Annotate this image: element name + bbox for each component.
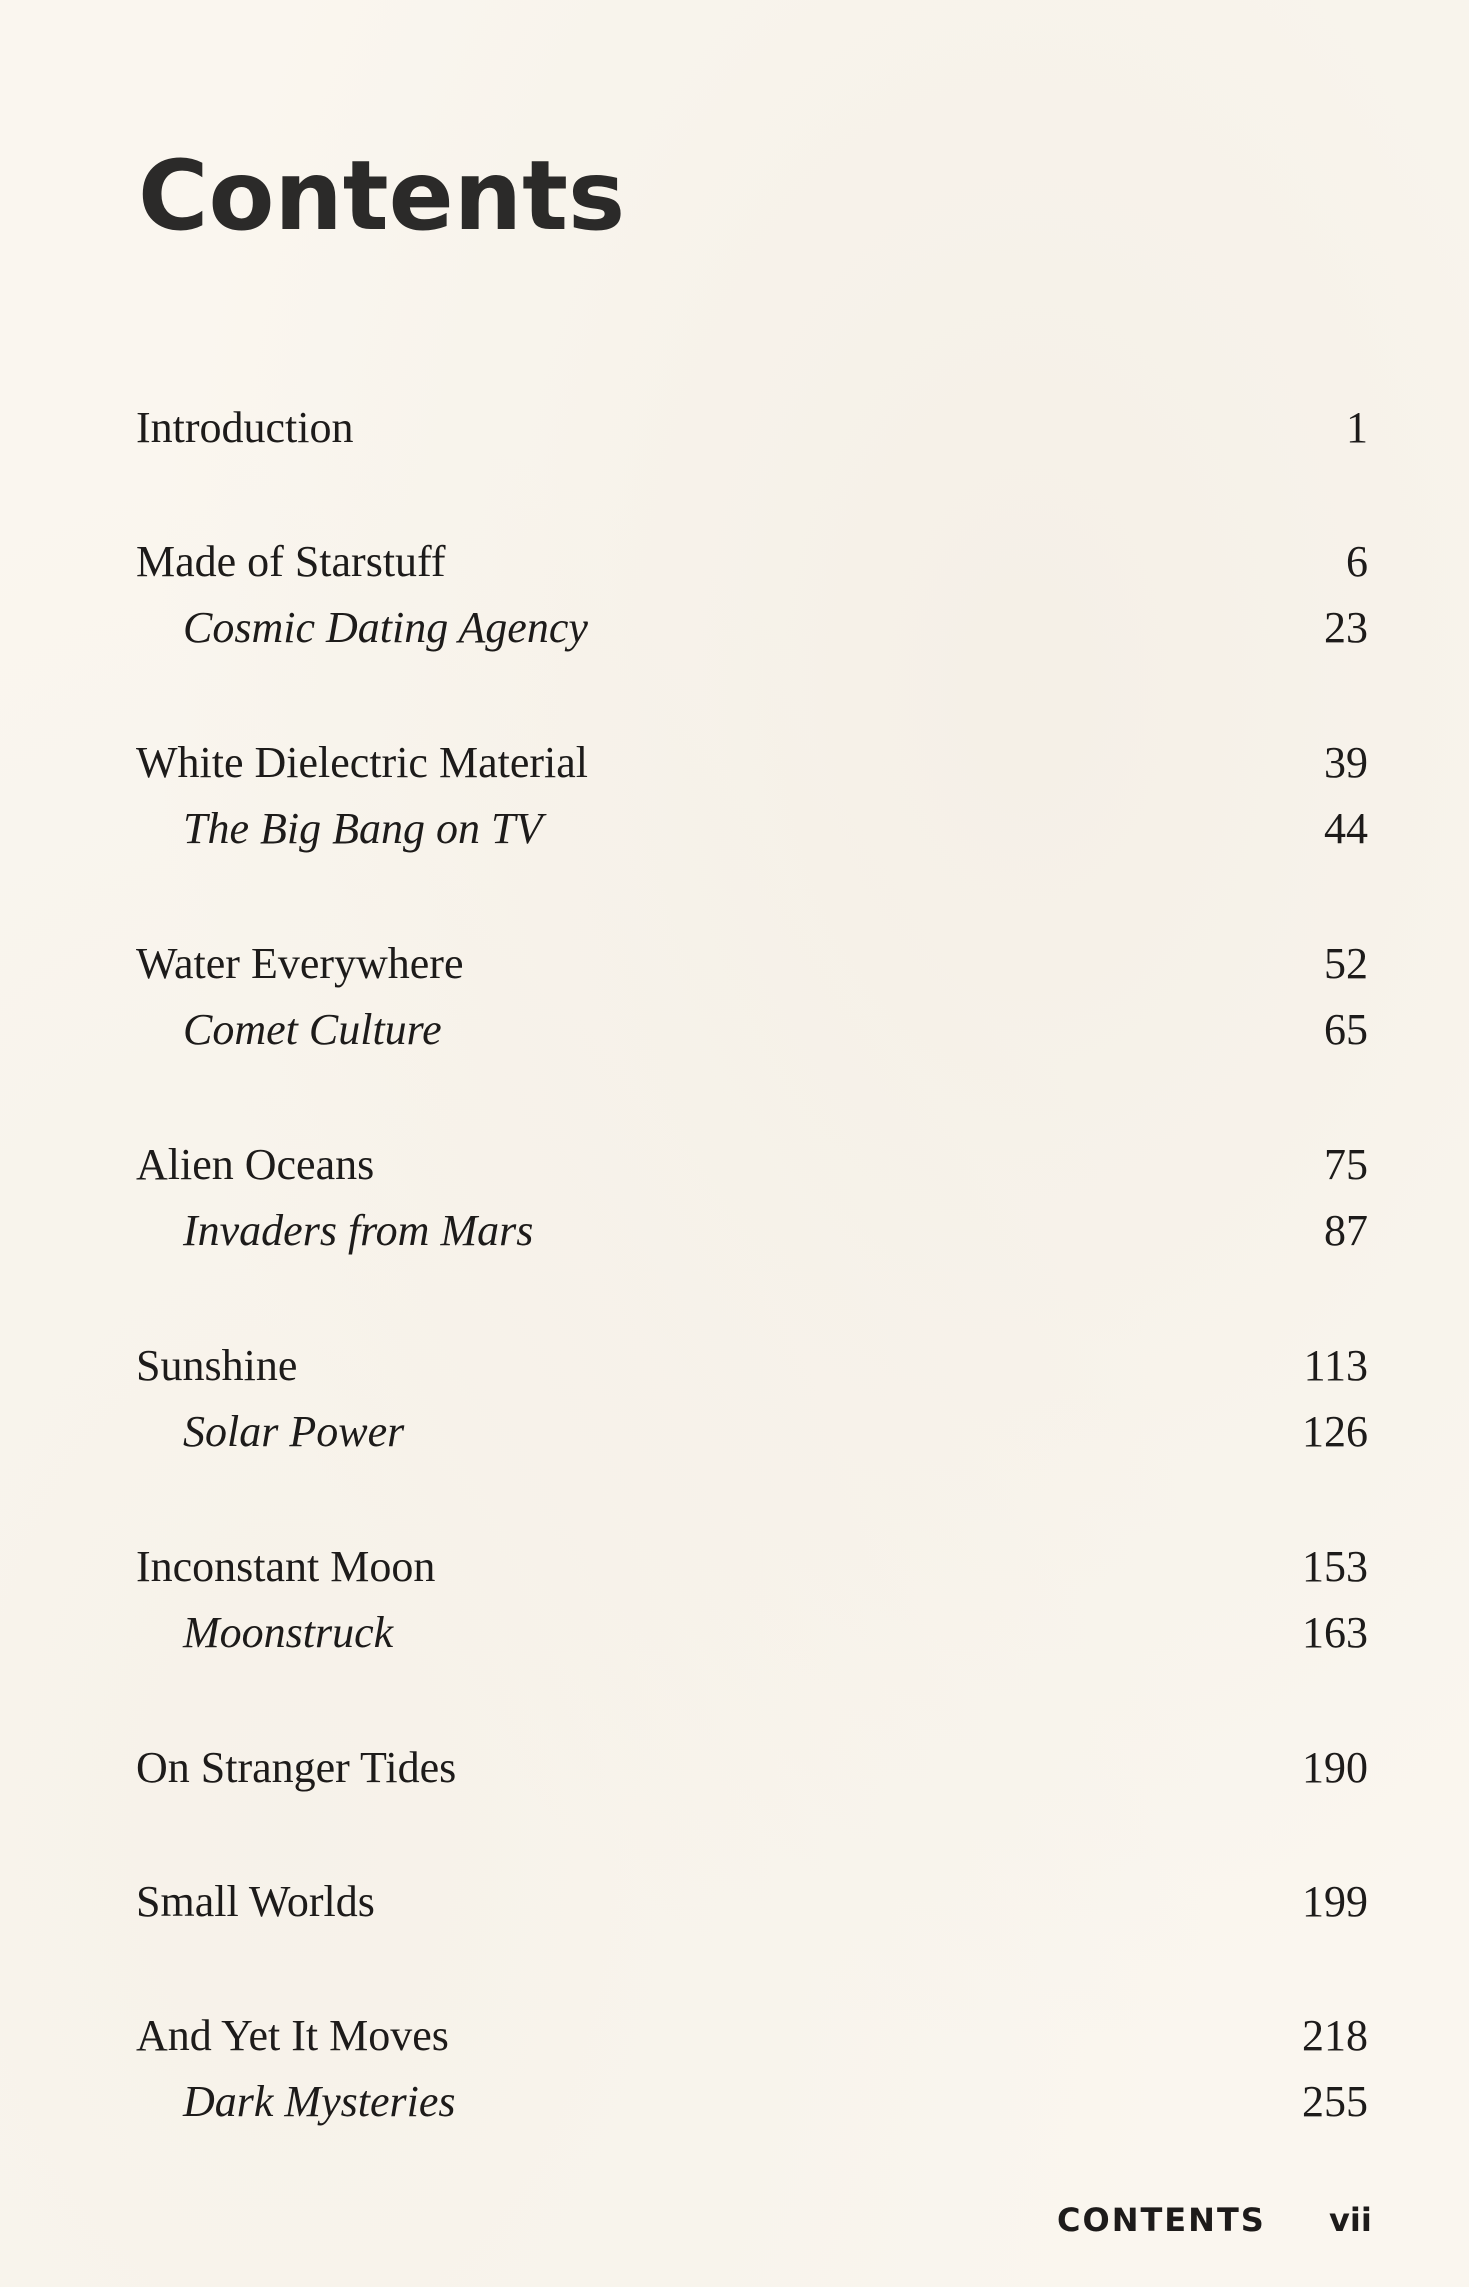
toc-subentry [136, 1603, 1368, 1663]
toc-subentry-title: The Big Bang on TV [183, 804, 543, 853]
toc-page-number: 1 [1346, 403, 1368, 452]
toc-entry-title: And Yet It Moves [136, 2011, 449, 2060]
toc-entry-title: White Dielectric Material [136, 738, 588, 787]
toc-entry [136, 1738, 1368, 1798]
toc-entry [136, 1336, 1368, 1396]
toc-page-number: 218 [1302, 2011, 1368, 2060]
toc-subentry-title: Invaders from Mars [183, 1206, 534, 1255]
toc-subentry-title: Moonstruck [183, 1608, 394, 1657]
toc-entry-title: Sunshine [136, 1341, 298, 1390]
toc-page-number: 126 [1302, 1407, 1368, 1456]
toc-subentry [136, 1201, 1368, 1261]
toc-subentry [136, 598, 1368, 658]
toc-subentry-title: Dark Mysteries [183, 2077, 456, 2126]
toc-page-number: 65 [1324, 1005, 1368, 1054]
toc-subentry [136, 2072, 1368, 2132]
toc-entry [136, 398, 1368, 458]
toc-subentry [136, 799, 1368, 859]
toc-page-number: 52 [1324, 939, 1368, 988]
toc-page-number: 44 [1324, 804, 1368, 853]
toc-entry-title: Alien Oceans [136, 1140, 375, 1189]
toc-entry-title: On Stranger Tides [136, 1743, 457, 1792]
toc-entry [136, 733, 1368, 793]
toc-entry-title: Made of Starstuff [136, 537, 446, 586]
toc-subentry-title: Cosmic Dating Agency [183, 603, 588, 652]
toc-page-number: 6 [1346, 537, 1368, 586]
toc-entry-title: Inconstant Moon [136, 1542, 436, 1591]
toc-subentry-title: Comet Culture [183, 1005, 442, 1054]
toc-entry [136, 1537, 1368, 1597]
toc-page-number: 113 [1303, 1341, 1368, 1390]
toc-entry-title: Small Worlds [136, 1877, 375, 1926]
toc-subentry [136, 1000, 1368, 1060]
running-footer-page-number: vii [1329, 2201, 1372, 2239]
toc-page-number: 190 [1302, 1743, 1368, 1792]
toc-page-number: 153 [1302, 1542, 1368, 1591]
toc-subentry-title: Solar Power [183, 1407, 405, 1456]
toc-page-number: 87 [1324, 1206, 1368, 1255]
toc-entry [136, 2006, 1368, 2066]
toc-entry [136, 1135, 1368, 1195]
toc-entry [136, 1872, 1368, 1932]
toc-page-number: 163 [1302, 1608, 1368, 1657]
toc-entry-title: Introduction [136, 403, 354, 452]
toc-page-number: 75 [1324, 1140, 1368, 1189]
toc-page-number: 255 [1302, 2077, 1368, 2126]
page-title: Contents [138, 140, 626, 252]
toc-entry [136, 934, 1368, 994]
toc-subentry [136, 1402, 1368, 1462]
running-footer-section: CONTENTS [1057, 2201, 1266, 2239]
toc-entry [136, 532, 1368, 592]
toc-entry-title: Water Everywhere [136, 939, 464, 988]
toc-page-number: 39 [1324, 738, 1368, 787]
toc-page-number: 23 [1324, 603, 1368, 652]
toc-page-number: 199 [1302, 1877, 1368, 1926]
